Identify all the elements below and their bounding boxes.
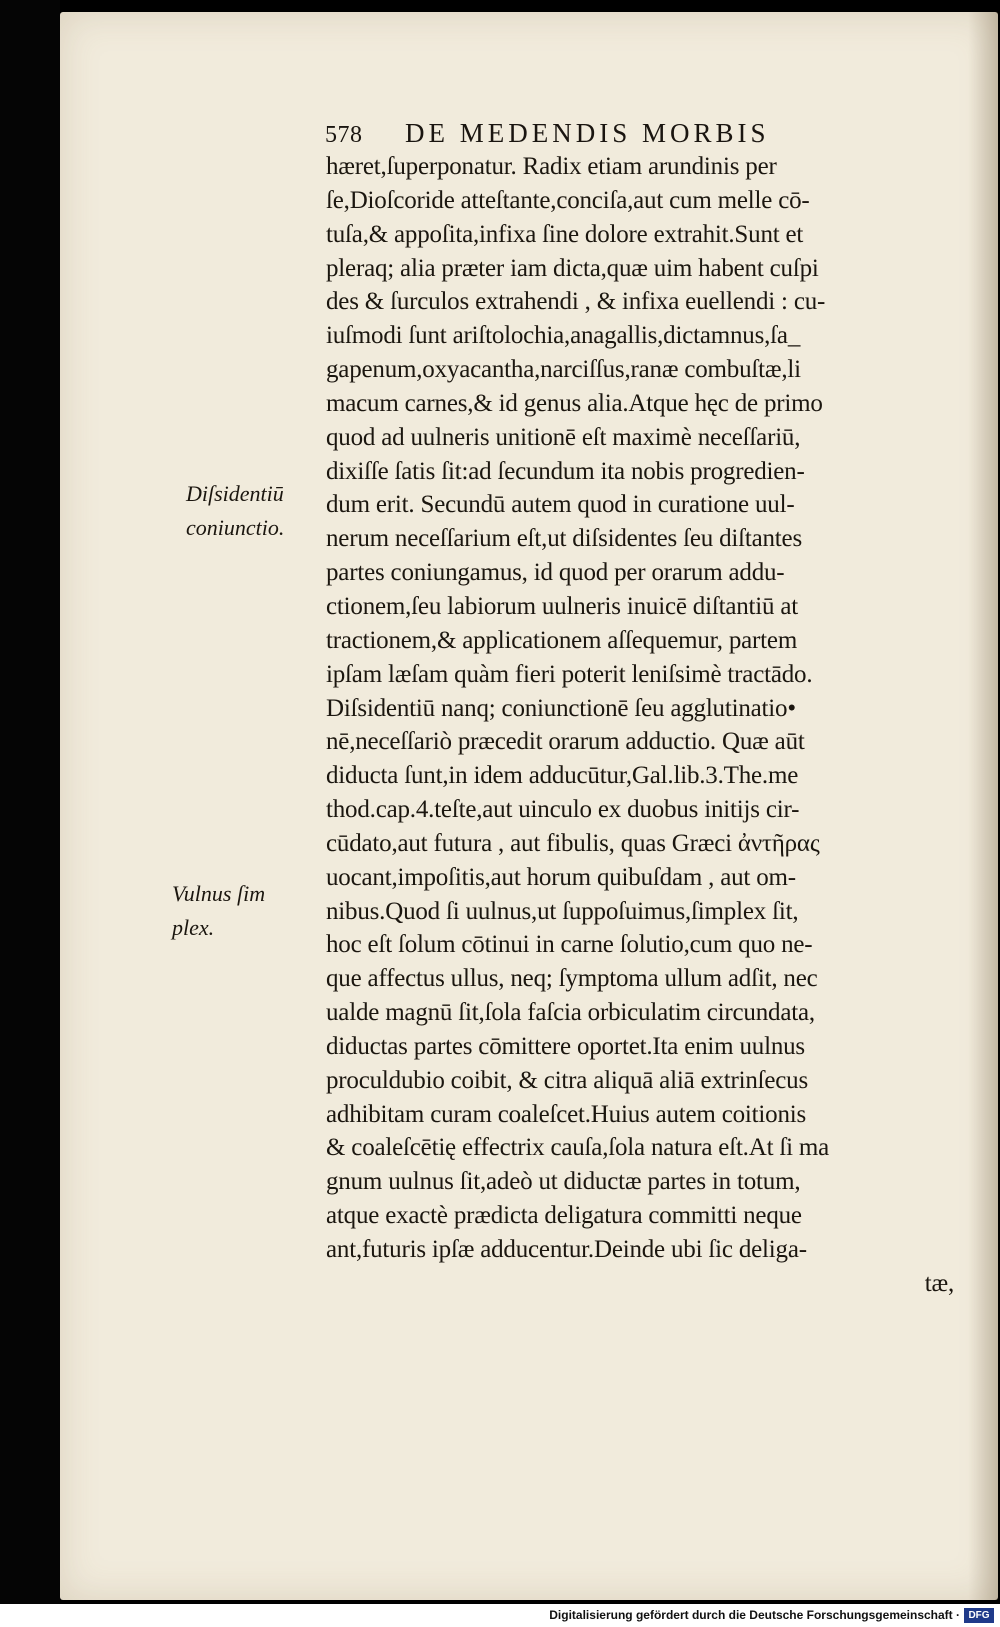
text-line: diducta ſunt,in idem adducūtur,Gal.lib.3.The.me (326, 762, 799, 790)
text-line: uocant,impoſitis,aut horum quibuſdam , aut om- (326, 863, 796, 891)
marginal-note-vulnus-simplex (172, 877, 265, 945)
body-text (326, 150, 966, 1301)
text-line: tractionem,& applicationem aſſequemur, partem (326, 626, 798, 654)
marginal-note-line: plex. (172, 915, 215, 940)
text-line: gnum uulnus ſit,adeò ut diductæ partes in totum, (326, 1168, 801, 1196)
running-title: DE MEDENDIS MORBIS (405, 118, 770, 148)
marginal-note-line: Vulnus ſim (172, 881, 266, 906)
text-line: ualde magnū ſit,ſola faſcia orbiculatim circundata, (326, 999, 815, 1027)
text-line: que affectus ullus, neq; ſymptoma ullum adſit, nec (326, 965, 818, 993)
page-header (325, 118, 865, 149)
text-line: cūdato,aut futura , aut fibulis, quas Græci ἀντῆρας (326, 829, 820, 857)
text-line: quod ad uulneris unitionē eſt maximè neceſſariū, (326, 423, 801, 451)
scan-background (0, 0, 60, 1627)
text-line: thod.cap.4.teſte,aut uinculo ex duobus initijs cir- (326, 796, 800, 824)
text-line: ipſam læſam quàm fieri poterit leniſsimè tractādo. (326, 660, 813, 688)
text-line: dum erit. Secundū autem quod in curatione uul- (326, 491, 795, 519)
text-line: diductas partes cōmittere oportet.Ita enim uulnus (326, 1032, 805, 1060)
text-line: adhibitam curam coaleſcet.Huius autem coitionis (326, 1100, 807, 1128)
digitization-footer (0, 1604, 1000, 1627)
text-line: nē,neceſſariò præcedit orarum adductio. Quæ aūt (326, 728, 805, 756)
text-line: ant,futuris ipſæ adducentur.Deinde ubi ſic deliga- (326, 1236, 807, 1263)
dfg-logo: DFG (964, 1608, 994, 1623)
text-line: macum carnes,& id genus alia.Atque hęc de primo (326, 389, 823, 417)
text-line: ctionem,ſeu labiorum uulneris inuicē diſtantiū at (326, 592, 799, 620)
page-number: 578 (325, 122, 363, 148)
text-line: ſe,Dioſcoride atteſtante,conciſa,aut cum melle cō- (326, 186, 810, 214)
text-line: partes coniungamus, id quod per orarum addu- (326, 559, 785, 587)
text-line: hoc eſt ſolum cōtinui in carne ſolutio,cum quo ne- (326, 931, 813, 959)
text-line: gapenum,oxyacantha,narciſſus,ranæ combuſtæ,li (326, 356, 801, 384)
text-line: pleraq; alia præter iam dicta,quæ uim habent cuſpi (326, 254, 819, 282)
text-line: iuſmodi ſunt ariſtolochia,anagallis,dictamnus,ſa_ (326, 322, 801, 350)
marginal-note-line: Diſsidentiū (186, 481, 284, 506)
catchword: tæ, (924, 1269, 954, 1297)
text-line: & coaleſcētię effectrix cauſa,ſola natura eſt.At ſi ma (326, 1134, 830, 1162)
text-line: hæret,ſuperponatur. Radix etiam arundinis per (326, 153, 777, 180)
funding-credit: Digitalisierung gefördert durch die Deutsche Forschungsgemeinschaft · (549, 1608, 960, 1622)
marginal-note-line: coniunctio. (186, 515, 285, 540)
text-line: nibus.Quod ſi uulnus,ut ſuppoſuimus,ſimplex ſit, (326, 897, 799, 925)
text-line: atque exactè prædicta deligatura committi neque (326, 1202, 802, 1230)
text-line: dixiſſe ſatis ſit:ad ſecundum ita nobis progredien- (326, 457, 805, 485)
text-line: des & ſurculos extrahendi , & infixa euellendi : cu- (326, 288, 826, 316)
text-line: proculdubio coibit, & citra aliquā aliā extrinſecus (326, 1066, 808, 1094)
marginal-note-dissidentium (186, 477, 284, 545)
text-line: Diſsidentiū nanq; coniunctionē ſeu agglutinatio• (326, 694, 796, 722)
text-line: tuſa,& appoſita,infixa ſine dolore extrahit.Sunt et (326, 220, 804, 248)
text-line: nerum neceſſarium eſt,ut diſsidentes ſeu diſtantes (326, 525, 802, 553)
